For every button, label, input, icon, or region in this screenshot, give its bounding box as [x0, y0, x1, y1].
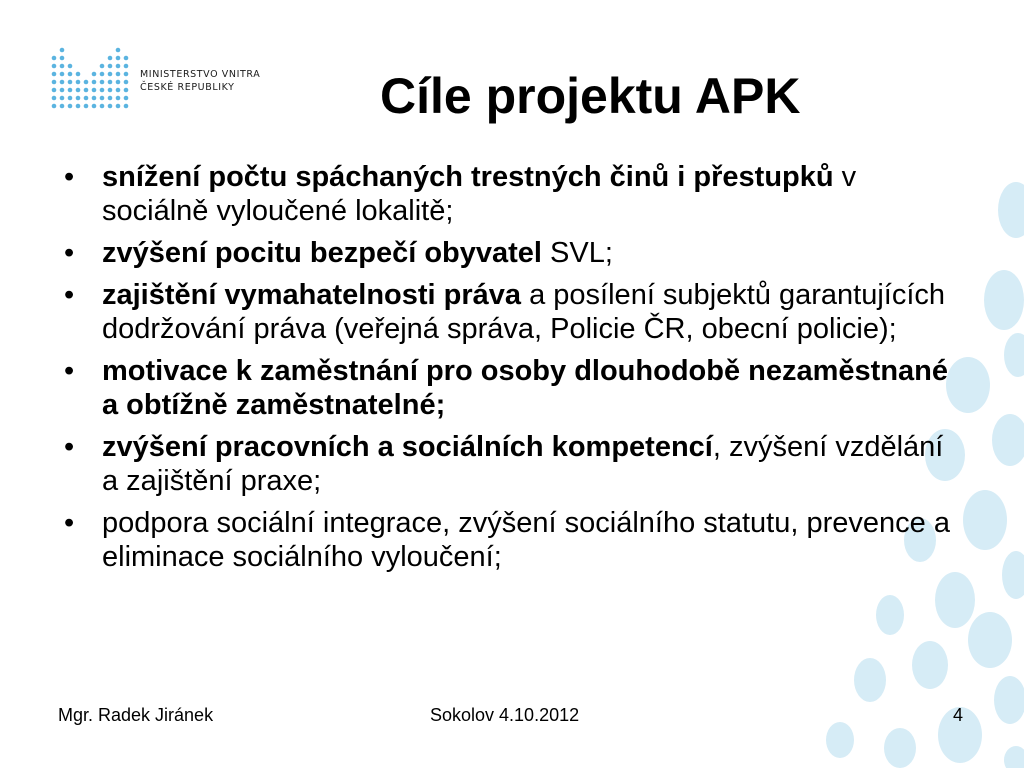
footer-date: Sokolov 4.10.2012 — [430, 705, 580, 725]
bullet-item — [60, 160, 960, 228]
bullet-item — [60, 278, 960, 346]
logo-text — [140, 68, 260, 94]
bullet-dot: • — [64, 237, 75, 269]
slide-title: Cíle projektu APK — [380, 68, 801, 124]
bullet-item — [60, 506, 960, 574]
bullet-text: SVL; — [541, 237, 613, 269]
bullet-bold-text: snížení počtu spáchaných trestných činů i přestupků — [102, 161, 834, 193]
bullet-item — [60, 354, 960, 422]
bullet-text: a posílení subjektů garantujících dodržování práva (veřejná správa, Policie ČR, obecní policie); — [102, 279, 946, 345]
bullet-bold-text: zajištění vymahatelnosti práva — [102, 279, 522, 311]
bullet-bold-text: motivace k zaměstnání pro osoby dlouhodobě nezaměstnané a obtížně zaměstnatelné; — [102, 355, 949, 421]
bullet-text: v sociálně vyloučené lokalitě; — [102, 161, 857, 227]
bullet-bold-text: zvýšení pracovních a sociálních kompetencí — [102, 431, 713, 463]
logo-line-2: ČESKÉ REPUBLIKY — [140, 82, 235, 93]
footer-author: Mgr. Radek Jiránek — [58, 705, 214, 725]
bullet-text: podpora sociální integrace, zvýšení sociálního statutu, prevence a eliminace sociálního vyloučení; — [102, 507, 950, 573]
bullet-dot: • — [64, 279, 75, 311]
bullet-dot: • — [64, 431, 75, 463]
logo-line-1: MINISTERSTVO VNITRA — [140, 69, 261, 80]
bullet-item — [60, 430, 960, 498]
bullet-list — [60, 160, 960, 582]
bullet-bold-text: zvýšení pocitu bezpečí obyvatel — [102, 237, 542, 269]
bullet-text: , zvýšení vzdělání a zajištění praxe; — [102, 431, 944, 497]
bullet-dot: • — [64, 161, 75, 193]
bullet-item — [60, 236, 960, 270]
footer-page-number: 4 — [953, 705, 964, 725]
bullet-dot: • — [64, 507, 75, 539]
bullet-dot: • — [64, 355, 75, 387]
